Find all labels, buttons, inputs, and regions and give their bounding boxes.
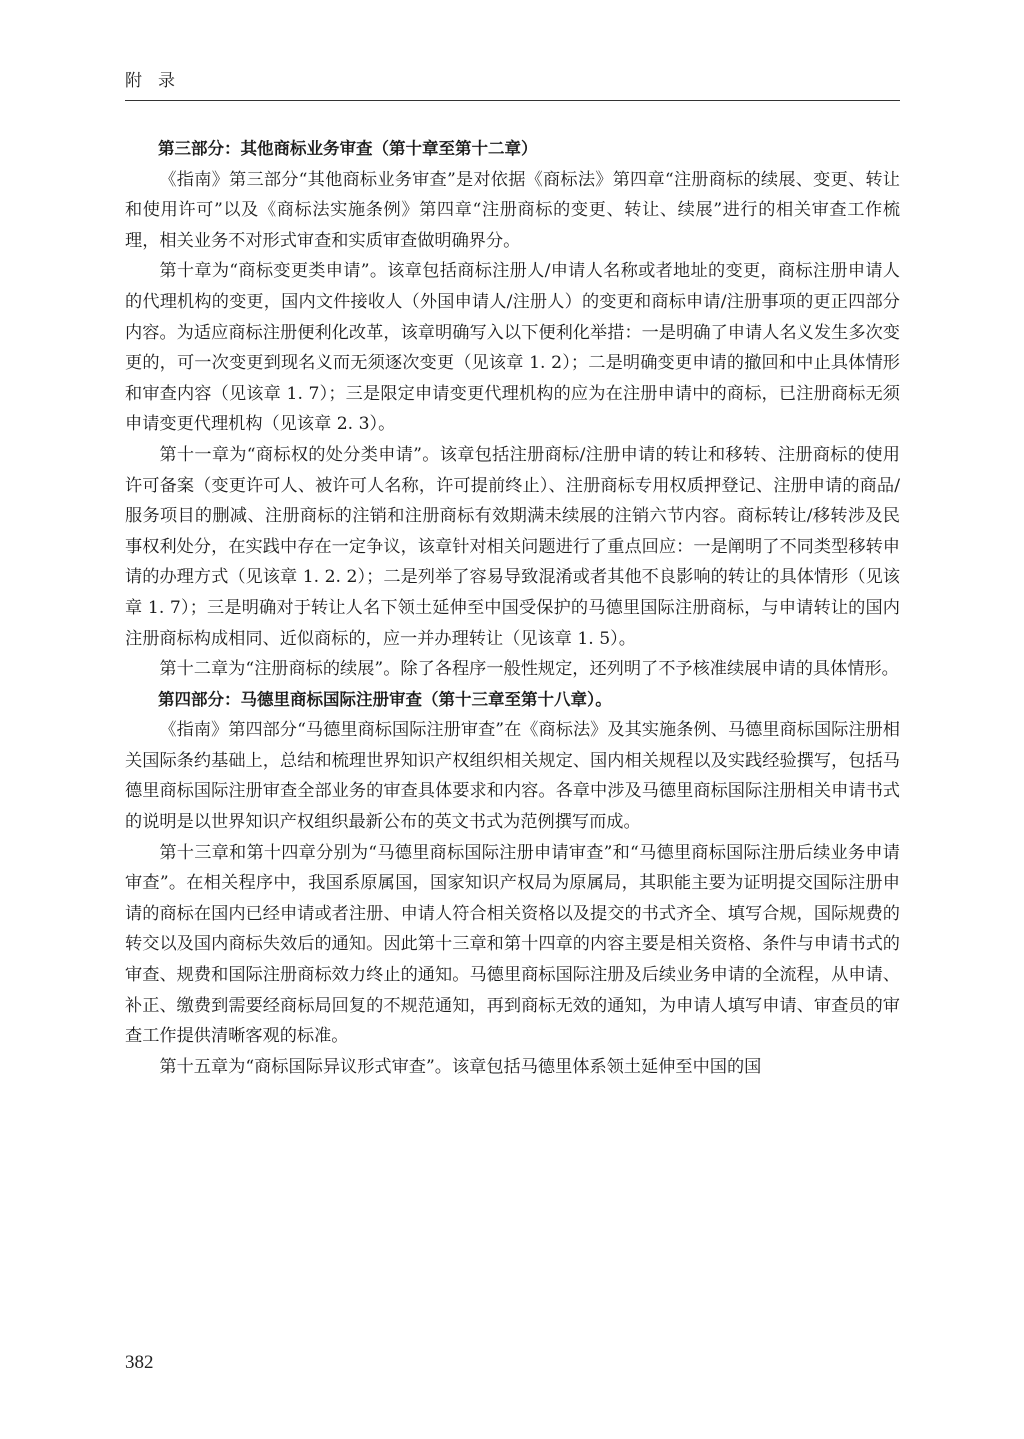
paragraph-chapter-eleven: 第十一章为“商标权的处分类申请”。该章包括注册商标/注册申请的转让和移转、注册商标的使用许可备案（变更许可人、被许可人名称，许可提前终止）、注册商标专用权质押登记、注册申请的商品/服务项目的删减、注册商标的注销和注册商标有效期满未续展的注销六节内容。商标转让/移转涉及民事权利处分，在实践中存在一定争议，该章针对相关问题进行了重点回应：一是阐明了不同类型移转申请的办理方式（见该章 1. 2. 2）；二是列举了容易导致混淆或者其他不良影响的转让的具体情形（见该章 1. 7）；三是明确对于转让人名下领土延伸至中国受保护的马德里国际注册商标，与申请转让的国内注册商标构成相同、近似商标的，应一并办理转让（见该章 1. 5）。 — [125, 444, 900, 649]
section-heading-part-four: 第四部分：马德里商标国际注册审查（第十三章至第十八章）。 — [158, 689, 612, 709]
paragraph-chapters-thirteen-fourteen: 第十三章和第十四章分别为“马德里商标国际注册申请审查”和“马德里商标国际注册后续业务申请审查”。在相关程序中，我国系原属国，国家知识产权局为原属局，其职能主要为证明提交国际注册申请的商标在国内已经申请或者注册、申请人符合相关资格以及提交的书式齐全、填写合规，国际规费的转交以及国内商标失效后的通知。因此第十三章和第十四章的内容主要是相关资格、条件与申请书式的审查、规费和国际注册商标效力终止的通知。马德里商标国际注册及后续业务申请的全流程，从申请、补正、缴费到需要经商标局回复的不规范通知，再到商标无效的通知，为申请人填写申请、审查员的审查工作提供清晰客观的标准。 — [125, 842, 900, 1047]
running-header: 附录 — [125, 71, 191, 91]
paragraph-chapter-fifteen: 第十五章为“商标国际异议形式审查”。该章包括马德里体系领土延伸至中国的国 — [159, 1056, 762, 1077]
header-divider — [125, 100, 900, 101]
section-heading-part-three: 第三部分：其他商标业务审查（第十章至第十二章） — [158, 139, 538, 158]
page-number: 382 — [125, 1352, 154, 1373]
paragraph-chapter-ten: 第十章为“商标变更类申请”。该章包括商标注册人/申请人名称或者地址的变更，商标注册申请人的代理机构的变更，国内文件接收人（外国申请人/注册人）的变更和商标申请/注册事项的更正四部分内容。为适应商标注册便利化改革，该章明确写入以下便利化举措：一是明确了申请人名义发生多次变更的，可一次变更到现名义而无须逐次变更（见该章 1. 2）；二是明确变更申请的撤回和中止具体情形和审查内容（见该章 1. 7）；三是限定申请变更代理机构的应为在注册申请中的商标，已注册商标无须申请变更代理机构（见该章 2. 3）。 — [125, 261, 900, 435]
paragraph-part-four-intro: 《指南》第四部分“马德里商标国际注册审查”在《商标法》及其实施条例、马德里商标国际注册相关国际条约基础上，总结和梳理世界知识产权组织相关规定、国内相关规程以及实践经验撰写，包括马德里商标国际注册审查全部业务的审查具体要求和内容。各章中涉及马德里商标国际注册相关申请书式的说明是以世界知识产权组织最新公布的英文书式为范例撰写而成。 — [125, 720, 900, 833]
paragraph-part-three-intro: 《指南》第三部分“其他商标业务审查”是对依据《商标法》第四章“注册商标的续展、变更、转让和使用许可”以及《商标法实施条例》第四章“注册商标的变更、转让、续展”进行的相关审查工作梳理，相关业务不对形式审查和实质审查做明确界分。 — [125, 169, 900, 251]
body-text — [125, 134, 900, 1082]
paragraph-chapter-twelve: 第十二章为“注册商标的续展”。除了各程序一般性规定，还列明了不予核准续展申请的具体情形。 — [159, 659, 899, 680]
